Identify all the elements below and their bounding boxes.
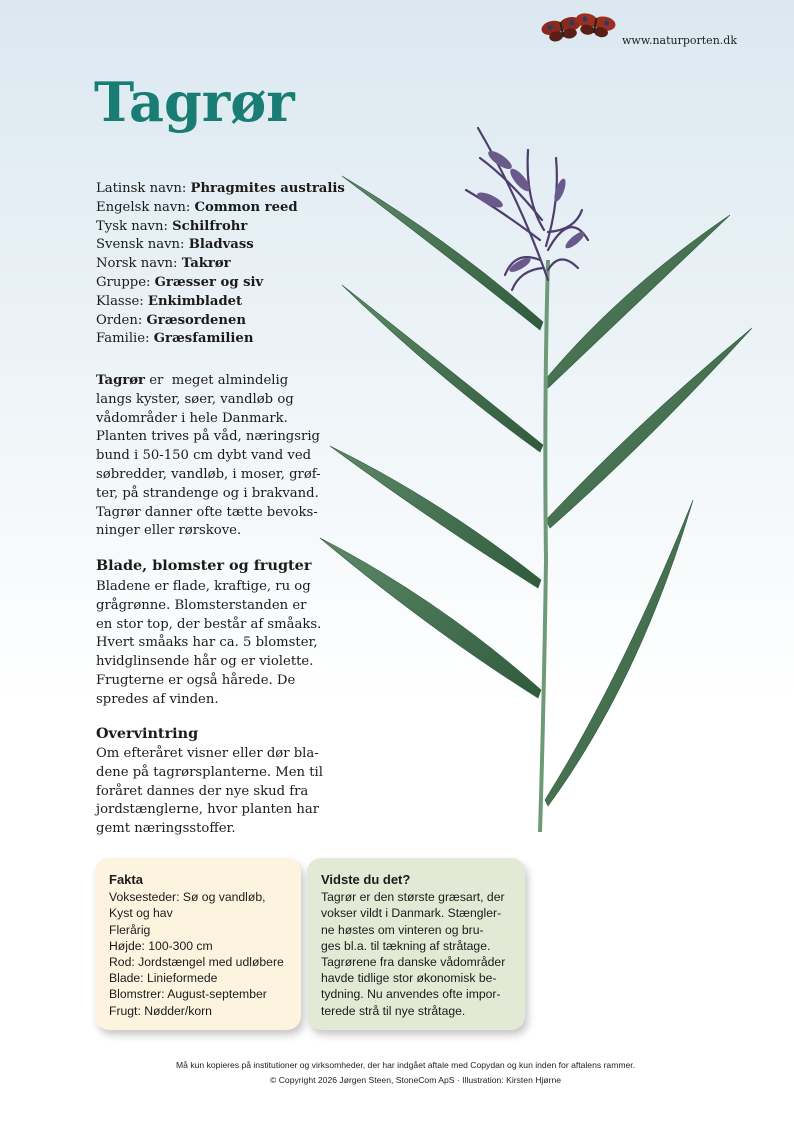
fakta-line: Kyst og hav [109,906,173,921]
name-row: Orden: Græsordenen [96,312,246,328]
copy-notice: Må kun kopieres på institutioner og virksomheder, der har indgået aftale med Copydan og kun inden for aftalens rammer. [176,1060,636,1070]
vidste-line: ges bl.a. til tækning af stråtage. [321,938,491,953]
paragraph-blade: Bladene er flade, kraftige, ru og grågrønne. Blomsterstanden er en stor top, der består af småaks. Hvert småaks har ca. 5 blomster, hvidglinsende hår og er violette. Frugterne er også hårede. De spredes af vinden. [96,579,322,707]
fakta-line: Rod: Jordstængel med udløbere [109,955,284,970]
name-row: Klasse: Enkimbladet [96,293,243,309]
fakta-line: Voksesteder: Sø og vandløb, [109,890,266,905]
fakta-line: Højde: 100-300 cm [109,938,213,953]
intro-lead: Tagrør [96,373,146,388]
heading-blade: Blade, blomster og frugter [96,557,312,574]
name-row: Svensk navn: Bladvass [96,237,254,253]
name-row: Gruppe: Græsser og siv [96,274,264,290]
name-row: Latinsk navn: Phragmites australis [96,181,345,196]
intro-paragraph: Tagrør er meget almindelig langs kyster, søer, vandløb og vådområder i hele Danmark. Planten trives på våd, næringsrig bund i 50-150 cm dybt vand ved søbredder, vandløb, i moser, grøf- ter, på strandenge og i brakvand. Tagrør danner ofte tætte bevoks- ninger eller rørskove. [96,373,321,539]
vidste-line: terede strå til nye stråtage. [321,1003,466,1018]
name-row: Tysk navn: Schilfrohr [96,218,248,234]
fakta-box [95,858,301,1030]
fakta-line: Blomstrer: August-september [109,987,267,1002]
vidste-heading: Vidste du det? [321,872,411,887]
heading-overvintring: Overvintring [96,725,199,742]
name-row: Familie: Græsfamilien [96,331,254,347]
fakta-line: Frugt: Nødder/korn [109,1003,212,1018]
site-url[interactable]: www.naturporten.dk [622,34,737,47]
fakta-line: Blade: Linieformede [109,971,218,986]
vidste-line: vokser vildt i Danmark. Stængler- [321,906,502,921]
vidste-line: havde tidlige stor økonomisk be- [321,971,497,986]
name-row: Norsk navn: Takrør [96,256,231,272]
fakta-heading: Fakta [109,872,143,887]
butterfly-icon [540,10,620,46]
vidste-line: Tagrørene fra danske vådområder [321,955,506,970]
fakta-line: Flerårig [109,922,151,937]
name-row: Engelsk navn: Common reed [96,199,298,215]
vidste-line: Tagrør er den største græsart, der [321,890,505,905]
reed-illustration [300,110,770,840]
copyright: © Copyright 2026 Jørgen Steen, StoneCom ApS · Illustration: Kirsten Hjørne [270,1075,562,1085]
page-title: Tagrør [94,70,295,134]
vidste-line: ne høstes om vinteren og bru- [321,922,484,937]
vidste-box [307,858,525,1030]
vidste-line: tydning. Nu anvendes ofte impor- [321,987,501,1002]
paragraph-overvintring: Om efteråret visner eller dør bla- dene på tagrørsplanterne. Men til foråret dannes der nye skud fra jordstænglerne, hvor planten har gemt næringsstoffer. [96,746,323,837]
